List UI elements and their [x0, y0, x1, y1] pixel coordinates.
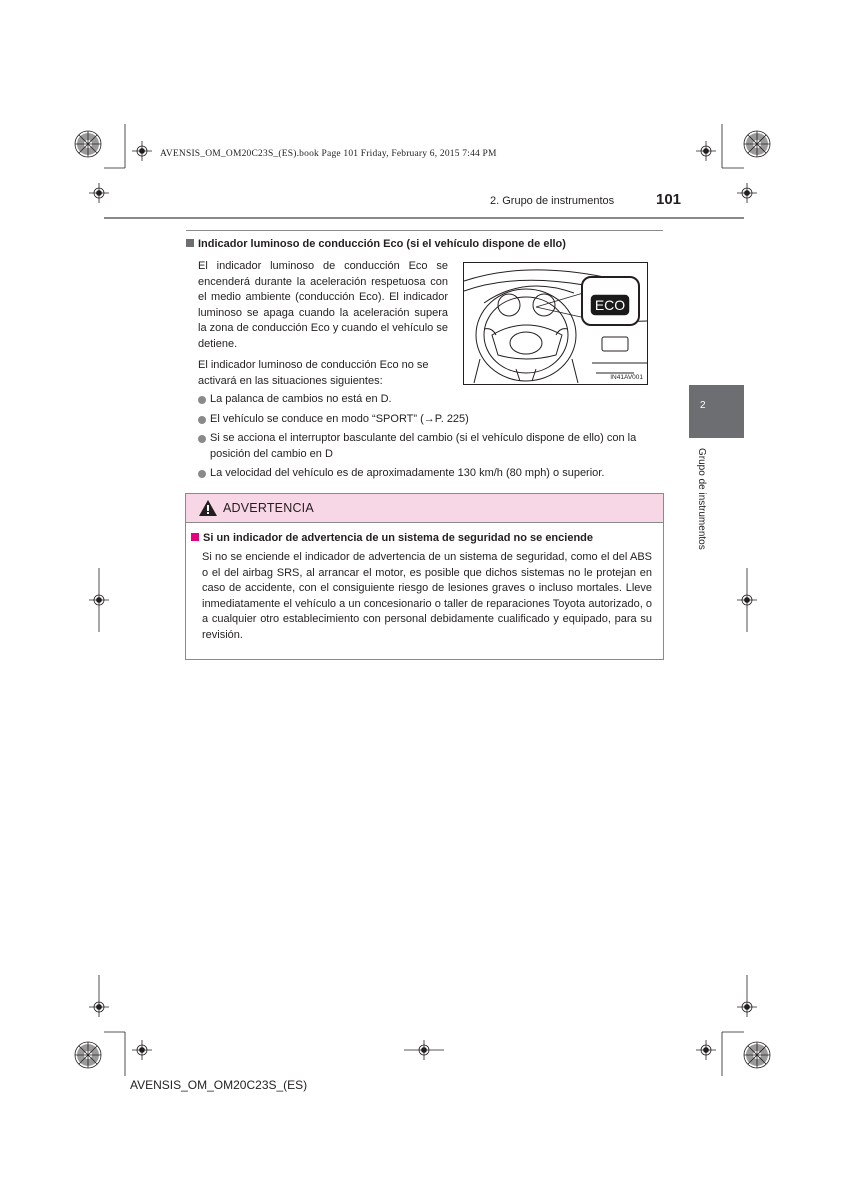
paragraph-1: El indicador luminoso de conducción Eco se encenderá durante la aceleración respetuosa con el medio ambiente (conducción Eco). El indicador luminoso se apaga cuando la aceleración supera la zona de conducción Eco y cuando el vehículo se detiene. — [198, 260, 448, 350]
eco-label: ECO — [594, 297, 626, 313]
circle-bullet-icon — [198, 470, 206, 478]
list-item: El vehículo se conduce en modo “SPORT” (→P. 225) — [198, 412, 664, 428]
section-title: 2. Grupo de instrumentos — [490, 195, 615, 207]
pink-square-icon — [191, 533, 199, 541]
header-rule — [104, 217, 744, 219]
figure-code: IN41AV001 — [610, 374, 643, 381]
eco-indicator-figure — [463, 262, 648, 385]
circle-bullet-icon — [198, 435, 206, 443]
square-bullet-icon — [186, 239, 194, 247]
circle-bullet-icon — [198, 396, 206, 404]
warning-header — [186, 494, 663, 523]
page-number: 101 — [656, 191, 682, 208]
heading-rule — [186, 230, 663, 231]
section-heading-text: Indicador luminoso de conducción Eco (si el vehículo dispone de ello) — [198, 238, 566, 250]
warning-triangle-icon — [199, 500, 217, 516]
section-heading — [186, 238, 566, 250]
warning-text: Si no se enciende el indicador de advertencia de un sistema de seguridad, como el del ABS o el del airbag SRS, al arrancar el motor, es posible que dichos sistemas no le protejan en caso de accidente, con el consiguiente riesgo de lesiones graves o incluso mortales. Lleve inmediatamente el vehículo a un concesionario o taller de reparaciones Toyota autorizado, o a cualquier otro establecimiento con personal debidamente cualificado y equipado, para su revisión. — [202, 551, 652, 641]
warning-label: ADVERTENCIA — [223, 501, 314, 515]
warning-title — [191, 532, 593, 544]
list-item: La palanca de cambios no está en D. — [198, 392, 664, 408]
chapter-tab — [689, 385, 744, 438]
circle-bullet-icon — [198, 416, 206, 424]
paragraph-2: El indicador luminoso de conducción Eco no se activará en las situaciones siguientes: — [198, 359, 429, 387]
file-info: AVENSIS_OM_OM20C23S_(ES).book Page 101 Friday, February 6, 2015 7:44 PM — [160, 149, 497, 159]
list-item: La velocidad del vehículo es de aproximadamente 130 km/h (80 mph) o superior. — [198, 466, 664, 482]
list-item: Si se acciona el interruptor basculante del cambio (si el vehículo dispone de ello) con la posición del cambio en D — [198, 431, 664, 462]
chapter-label: Grupo de instrumentos — [696, 448, 707, 550]
warning-title-text: Si un indicador de advertencia de un sistema de seguridad no se enciende — [203, 532, 594, 544]
condition-list — [198, 392, 664, 486]
footer-code: AVENSIS_OM_OM20C23S_(ES) — [130, 1078, 308, 1092]
chapter-number: 2 — [700, 400, 706, 411]
dashboard-illustration — [464, 263, 647, 384]
